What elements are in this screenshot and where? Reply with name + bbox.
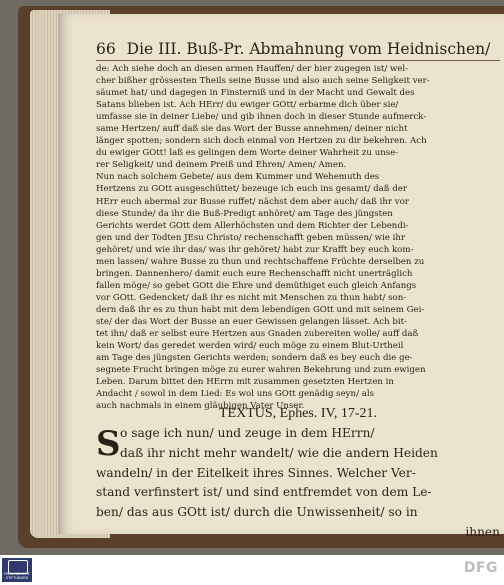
scripture-line: wandeln/ in der Eitelkeit ihres Sinnes. Welcher Ver- bbox=[96, 465, 416, 480]
body-line: segnete Frucht bringen möge zu eurer wahren Bekehrung und zum ewigen bbox=[96, 365, 426, 376]
body-line: tet ihn/ daß er selbst eure Hertzen aus Gnaden zubereiten wolle/ auff daß bbox=[96, 329, 419, 340]
body-line: Nun nach solchem Gebete/ aus dem Kummer und Wehemuth des bbox=[96, 172, 380, 183]
body-line: du ewiger GOtt! laß es gelingen dem Worte deiner Wahrheit zu unse- bbox=[96, 148, 399, 159]
body-line: Hertzens zu GOtt ausgeschüttet/ bezeuge ich euch ins gesamt/ daß der bbox=[96, 184, 407, 195]
body-line: gen und der Todten JEsu Christo/ rechenschafft geben müssen/ wie ihr bbox=[96, 232, 405, 243]
viewer-footer bbox=[0, 555, 504, 585]
body-line: rer Seligkeit/ und deinem Preiß und Ehren/ Amen/ Amen. bbox=[96, 160, 347, 171]
dfg-logo: DFG bbox=[463, 560, 498, 576]
body-line: Gerichts werdet GOtt dem Allerhöchsten und dem Richter der Lebendi- bbox=[96, 220, 409, 231]
body-line: umfasse sie in deiner Liebe/ und gib ihnen doch in dieser Stunde aufmerck- bbox=[96, 112, 427, 123]
page-number: 66 bbox=[96, 40, 116, 58]
running-head-title: Die III. Buß-Pr. Abmahnung vom Heidnischen/ bbox=[126, 40, 491, 58]
library-logo bbox=[2, 558, 32, 582]
body-line: vor GOtt. Gedencket/ daß ihr es nicht mit Menschen zu thun habt/ son- bbox=[96, 292, 407, 303]
body-line: am Tage des jüngsten Gerichts werden; sondern daß es bey euch die ge- bbox=[96, 353, 413, 364]
textus-heading: TEXTUS, Ephes. IV, 17-21. bbox=[218, 406, 377, 421]
scripture-line: o sage ich nun/ und zeuge in dem HErrn/ bbox=[120, 426, 375, 440]
scripture-line: daß ihr nicht mehr wandelt/ wie die andern Heiden bbox=[120, 445, 438, 460]
library-logo-text: FRANCKESCHE STIFTUNGEN bbox=[4, 572, 30, 580]
body-line: gehöret/ und wie ihr das/ was ihr gehöret/ habt zur Krafft bey euch kom- bbox=[96, 244, 414, 255]
body-line: fallen möge/ so gebet GOtt die Ehre und demüthiget euch gleich Anfangs bbox=[96, 280, 417, 291]
body-line: diese Stunde/ da ihr die Buß-Predigt anhöret/ am Tage des jüngsten bbox=[96, 208, 393, 219]
body-text bbox=[96, 63, 500, 412]
body-line: de: Ach siehe doch an diesen armen Hauffen/ der hier zugegen ist/ wel- bbox=[96, 64, 409, 74]
body-line: ste/ der das Wort der Busse an euer Gewissen gelangen lässet. Ach bit- bbox=[96, 316, 407, 327]
body-line: dern daß ihr es zu thun habt mit dem lebendigen GOtt und mit seinem Gei- bbox=[96, 304, 425, 315]
body-line: men lassen/ wahre Busse zu thun und rechtschaffene Früchte derselben zu bbox=[96, 256, 425, 267]
scripture-line: stand verfinstert ist/ und sind entfremdet von dem Le- bbox=[96, 485, 432, 500]
body-line: kein Wort/ das geredet werden wird/ euch möge zu einem Blut-Urtheil bbox=[96, 341, 404, 352]
body-line: bringen. Dannenhero/ damit euch eure Rechenschafft nicht unerträglich bbox=[96, 268, 413, 279]
drop-initial: S bbox=[96, 424, 121, 464]
body-line: Satans blieben ist. Ach HErr/ du ewiger GOtt/ erbarme dich über sie/ bbox=[96, 100, 399, 111]
scripture-line: ben/ das aus GOtt ist/ durch die Unwissenheit/ so in bbox=[96, 505, 418, 520]
body-line: auch nachmals in einem gläubigen Vater Unser. bbox=[96, 401, 305, 412]
body-line: Leben. Darum bittet den HErrn mit zusammen gesetzten Hertzen in bbox=[96, 377, 394, 388]
body-line: säumet hat/ und dagegen in Finsterniß und in der Macht und Gewalt des bbox=[96, 88, 415, 99]
header-rule bbox=[96, 60, 500, 61]
body-line: same Hertzen/ auff daß sie das Wort der Busse annehmen/ deiner nicht bbox=[96, 124, 408, 135]
scripture-line: ihnen bbox=[465, 524, 500, 539]
body-line: cher bißher grössesten Theils seine Busse und also auch seine Seligkeit ver- bbox=[96, 76, 430, 87]
body-line: Andacht / sowol in dem Lied: Es wol uns GOtt genädig seyn/ als bbox=[96, 389, 374, 400]
body-line: HErr euch abermal zur Busse ruffet/ nächst dem aber auch/ daß ihr vor bbox=[96, 196, 409, 207]
scripture-text bbox=[96, 424, 500, 543]
body-line: länger spotten; sondern sich doch einmal von Hertzen zu dir bekehren. Ach bbox=[96, 136, 427, 147]
